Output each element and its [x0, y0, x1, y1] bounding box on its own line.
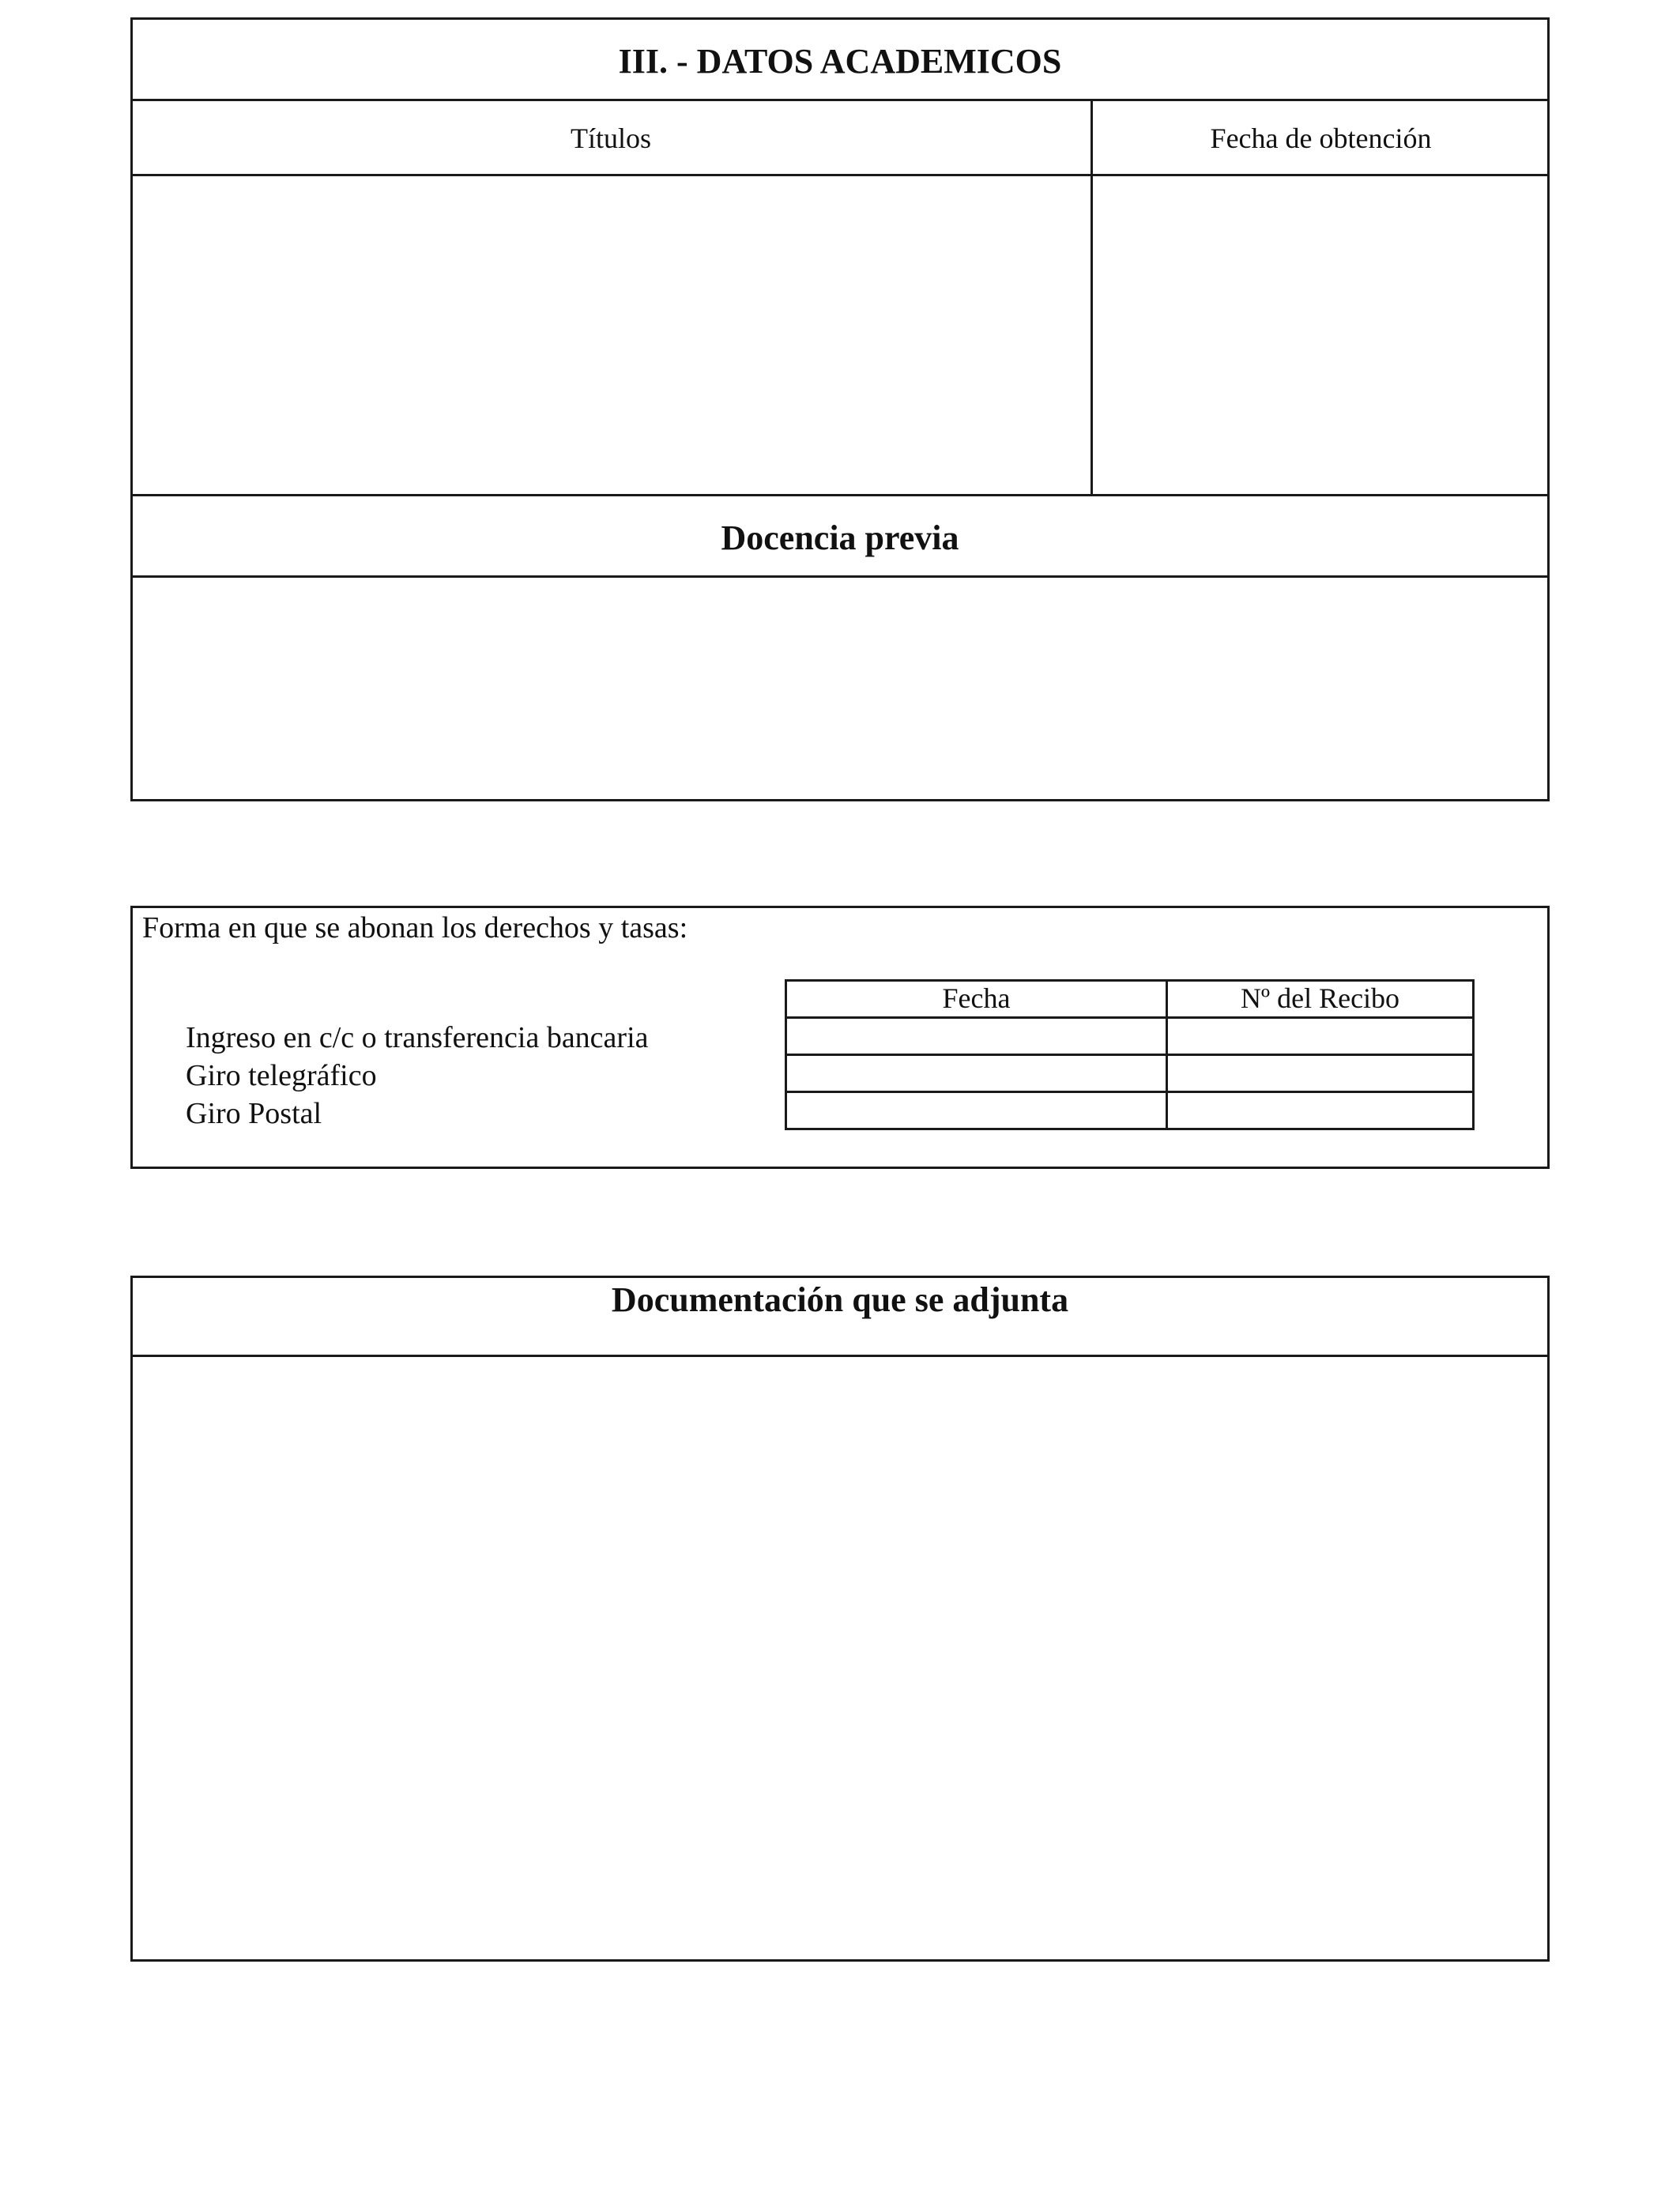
datos-academicos-title: III. - DATOS ACADEMICOS — [618, 42, 1062, 81]
payment-option-giro-telegrafico: Giro telegráfico — [186, 1059, 377, 1092]
receipt-header-recibo: Nº del Recibo — [1166, 979, 1475, 1019]
receipt-recibo-cell-2[interactable] — [1166, 1054, 1475, 1093]
payment-option-giro-postal: Giro Postal — [186, 1097, 322, 1130]
receipt-fecha-cell-3[interactable] — [785, 1091, 1168, 1130]
forma-pago-label: Forma en que se abonan los derechos y tasas: — [142, 911, 688, 944]
titulos-input-area[interactable] — [133, 176, 1090, 493]
documentacion-input-area[interactable] — [133, 1357, 1547, 1959]
fecha-obtencion-input-area[interactable] — [1093, 176, 1547, 493]
documentacion-title: Documentación que se adjunta — [611, 1280, 1069, 1319]
column-header-titulos: Títulos — [570, 123, 651, 154]
divider — [130, 99, 1550, 101]
divider — [130, 494, 1550, 496]
docencia-previa-input-area[interactable] — [133, 578, 1547, 799]
receipt-fecha-cell-2[interactable] — [785, 1054, 1168, 1093]
receipt-recibo-cell-1[interactable] — [1166, 1016, 1475, 1056]
payment-option-ingreso: Ingreso en c/c o transferencia bancaria — [186, 1021, 649, 1054]
column-header-fecha-obtencion: Fecha de obtención — [1210, 123, 1432, 154]
receipt-header-fecha: Fecha — [785, 979, 1168, 1019]
receipt-recibo-cell-3[interactable] — [1166, 1091, 1475, 1130]
docencia-previa-title: Docencia previa — [721, 518, 959, 557]
receipt-fecha-cell-1[interactable] — [785, 1016, 1168, 1056]
